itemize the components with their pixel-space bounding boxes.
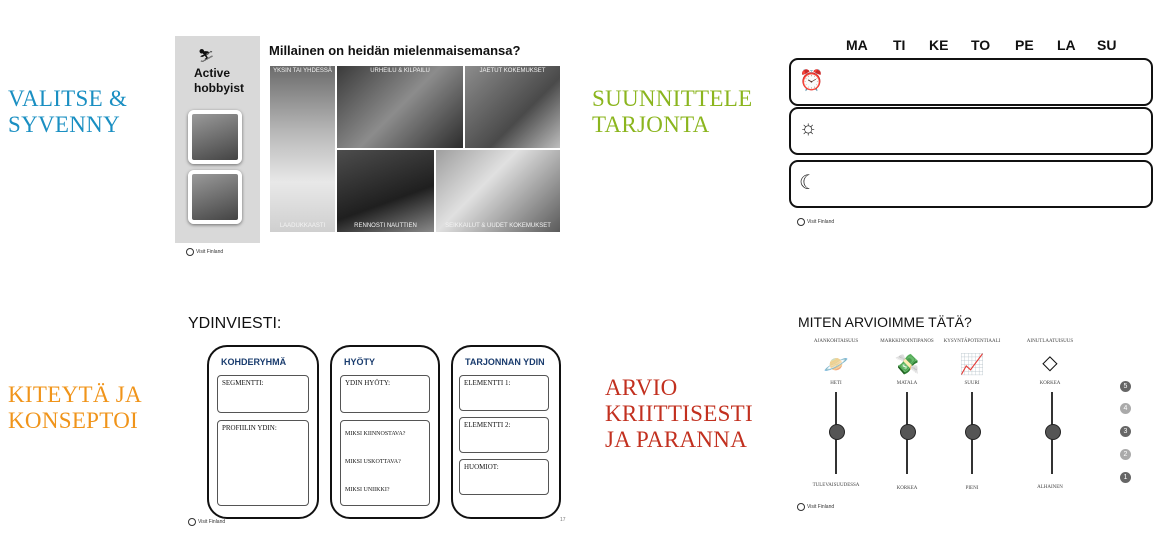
benefit-questions-field: MIKSI KIINNOSTAVA? MIKSI USKOTTAVA? MIKSI UNIIKKI? <box>340 420 430 506</box>
visit-finland-logo: Visit Finland <box>797 503 834 511</box>
profile-field: PROFIILIN YDIN: <box>217 420 309 506</box>
criterion-marketing-bottom: KORKEA <box>896 486 918 491</box>
persona-question: Millainen on heidän mielenmaisemansa? <box>269 43 521 58</box>
scale-4: 4 <box>1120 403 1131 414</box>
criterion-demand-top: SUURI <box>964 381 980 386</box>
mood-tile-sport-competition: URHEILU & KILPAILU <box>337 66 463 148</box>
criterion-demand-label: KYSYNTÄPOTENTIAALI <box>943 339 1001 344</box>
core-message-title: YDINVIESTI: <box>188 315 282 332</box>
criterion-uniqueness-label: AINUTLAATUISUUS <box>1026 339 1074 344</box>
mood-tile-relaxed: RENNOSTI NAUTTIEN <box>337 150 434 232</box>
visit-finland-logo: Visit Finland <box>188 518 225 526</box>
skier-icon: ⛷ <box>198 48 215 63</box>
week-row-morning <box>789 58 1153 106</box>
slider-knob-demand[interactable] <box>965 424 981 440</box>
slider-knob-uniqueness[interactable] <box>1045 424 1061 440</box>
step-label-crystallize: KITEYTÄ JA KONSEPTOI <box>8 382 141 433</box>
scale-2: 2 <box>1120 449 1131 460</box>
day-sat: LA <box>1057 37 1076 53</box>
criterion-marketing-label: MARKKINOINTIPANOS <box>880 339 934 344</box>
criterion-timeliness-label: AJANKOHTAISUUS <box>813 339 859 344</box>
column-target-group: KOHDERYHMÄ SEGMENTTI: PROFIILIN YDIN: <box>207 345 319 519</box>
element-1-field: ELEMENTTI 1: <box>459 375 549 411</box>
criterion-demand-bottom: PIENI <box>965 486 979 491</box>
day-mon: MA <box>846 37 868 53</box>
criterion-timeliness-bottom: TULEVAISUUDESSA <box>812 483 860 488</box>
notes-field: HUOMIOT: <box>459 459 549 495</box>
trend-chart-icon: 📈 <box>959 354 985 376</box>
element-2-field: ELEMENTTI 2: <box>459 417 549 453</box>
column-offer-core: TARJONNAN YDIN ELEMENTTI 1: ELEMENTTI 2: HUOMIOT: <box>451 345 561 519</box>
step-label-evaluate: ARVIO KRIITTISESTI JA PARANNA <box>605 375 753 452</box>
criterion-uniqueness-top: KORKEA <box>1039 381 1061 386</box>
page-number: 17 <box>560 517 566 523</box>
sun-icon: ☼ <box>799 117 818 139</box>
segment-field: SEGMENTTI: <box>217 375 309 413</box>
scale-1: 1 <box>1120 472 1131 483</box>
scale-5: 5 <box>1120 381 1131 392</box>
criterion-uniqueness-bottom: ALHAINEN <box>1037 485 1063 490</box>
persona-title: Active hobbyist <box>194 66 244 95</box>
core-benefit-field: YDIN HYÖTY: <box>340 375 430 413</box>
day-thu: TO <box>971 37 991 53</box>
diamond-icon: ◇ <box>1042 352 1058 374</box>
column-benefit: HYÖTY YDIN HYÖTY: MIKSI KIINNOSTAVA? MIKSI USKOTTAVA? MIKSI UNIIKKI? <box>330 345 440 519</box>
week-row-evening <box>789 160 1153 208</box>
visit-finland-logo: Visit Finland <box>186 248 223 256</box>
day-sun: SU <box>1097 37 1117 53</box>
step-label-select: VALITSE & SYVENNY <box>8 86 128 137</box>
money-icon: 💸 <box>894 354 920 376</box>
scale-3: 3 <box>1120 426 1131 437</box>
criterion-timeliness-top: HETI <box>830 381 842 386</box>
persona-photo-woman <box>188 110 242 164</box>
day-fri: PE <box>1015 37 1034 53</box>
day-tue: TI <box>893 37 906 53</box>
evaluation-title: MITEN ARVIOIMME TÄTÄ? <box>798 314 972 330</box>
slider-knob-timeliness[interactable] <box>829 424 845 440</box>
saturn-icon: 🪐 <box>823 354 849 376</box>
criterion-marketing-top: MATALA <box>896 381 918 386</box>
step-label-plan: SUUNNITTELE TARJONTA <box>592 86 753 137</box>
persona-photo-man <box>188 170 242 224</box>
mood-tile-shared-experiences: JAETUT KOKEMUKSET <box>465 66 560 148</box>
visit-finland-logo: Visit Finland <box>797 218 834 226</box>
mood-tile-adventures: SEIKKAILUT & UUDET KOKEMUKSET <box>436 150 560 232</box>
mood-tile-alone-or-together: YKSIN TAI YHDESSÄ LAADUKKAASTI <box>270 66 335 232</box>
slider-knob-marketing[interactable] <box>900 424 916 440</box>
moon-icon: ☾ <box>799 172 817 194</box>
day-wed: KE <box>929 37 949 53</box>
week-row-day <box>789 107 1153 155</box>
alarm-clock-icon: ⏰ <box>799 70 824 92</box>
